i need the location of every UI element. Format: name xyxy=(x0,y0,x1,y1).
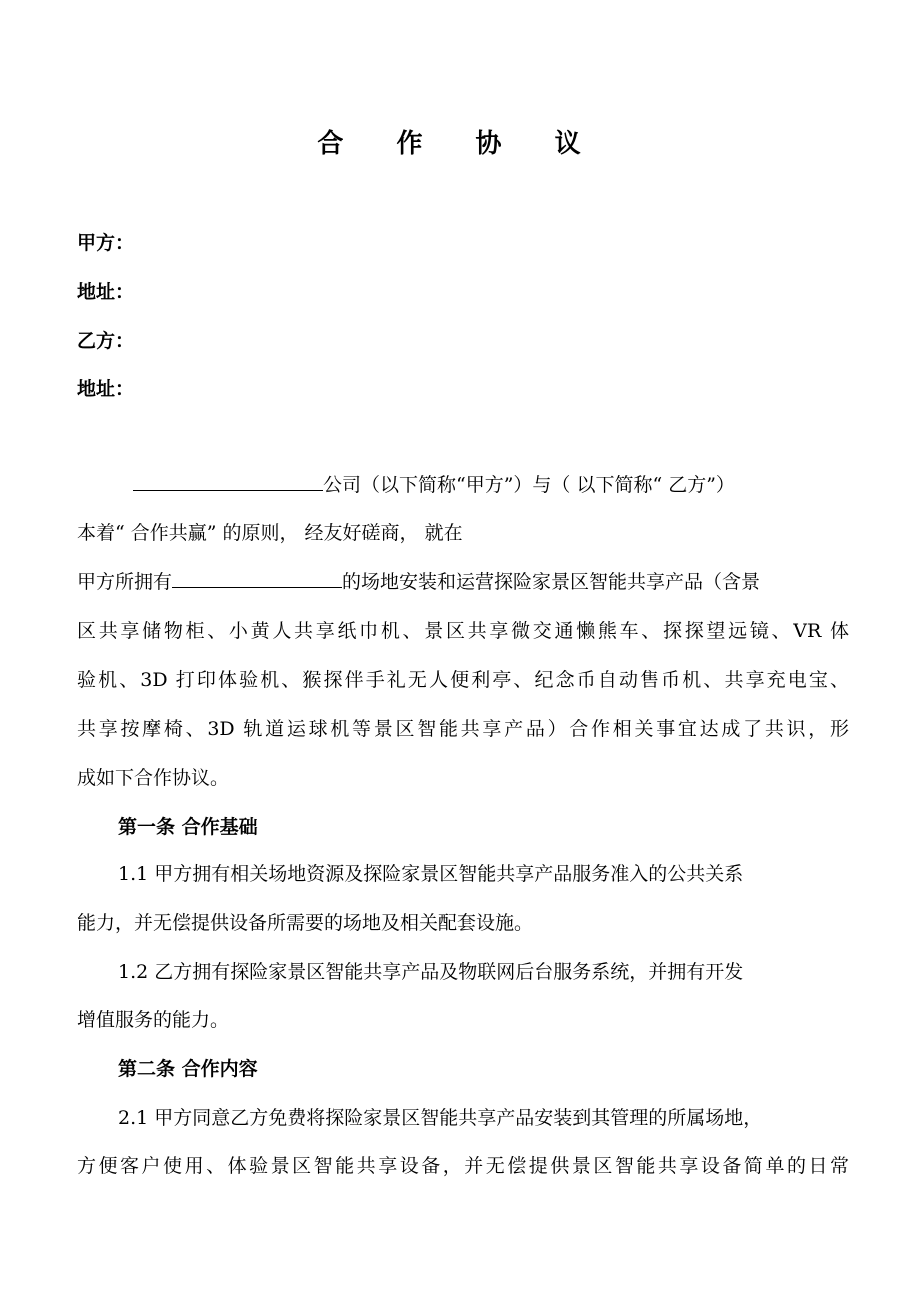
page-title: 合 作 协 议 xyxy=(317,129,603,159)
intro-line-4: 区共享储物柜、小黄人共享纸巾机、景区共享微交通懒熊车、探探望远镜、VR 体 xyxy=(77,620,849,642)
article-1-1-line-1: 1.1 甲方拥有相关场地资源及探险家景区智能共享产品服务准入的公共关系 xyxy=(118,863,744,885)
intro-line-7: 成如下合作协议。 xyxy=(77,767,230,789)
article-1-heading: 第一条 合作基础 xyxy=(118,816,258,838)
article-2-1-line-1: 2.1 甲方同意乙方免费将探险家景区智能共享产品安装到其管理的所属场地， xyxy=(118,1107,763,1129)
intro-line-2: 本着“ 合作共赢” 的原则， 经友好磋商， 就在 xyxy=(77,522,463,544)
intro-line-6: 共享按摩椅、3D 轨道运球机等景区智能共享产品）合作相关事宜达成了共识，形 xyxy=(77,718,849,740)
party-b-label: 乙方： xyxy=(77,330,135,352)
venue-name-blank[interactable] xyxy=(172,567,342,588)
intro-line-3 xyxy=(77,567,857,596)
article-2-1-line-2: 方便客户使用、体验景区智能共享设备，并无偿提供景区智能共享设备简单的日常 xyxy=(77,1155,849,1177)
article-2-heading: 第二条 合作内容 xyxy=(118,1058,258,1080)
party-a-address-label: 地址： xyxy=(77,281,135,303)
party-b-address-label: 地址： xyxy=(77,378,135,400)
party-a-label: 甲方： xyxy=(77,232,135,254)
intro-line-1-text: 公司（以下简称“甲方”）与（ 以下简称“ 乙方”） xyxy=(323,474,735,496)
article-1-2-line-2: 增值服务的能力。 xyxy=(77,1009,230,1031)
article-1-2-line-1: 1.2 乙方拥有探险家景区智能共享产品及物联网后台服务系统，并拥有开发 xyxy=(118,961,744,983)
intro-line-5: 验机、3D 打印体验机、猴探伴手礼无人便利亭、纪念币自动售币机、共享充电宝、 xyxy=(77,669,849,691)
article-1-1-line-2: 能力，并无偿提供设备所需要的场地及相关配套设施。 xyxy=(77,912,534,934)
company-name-blank[interactable] xyxy=(133,470,323,491)
intro-line-3-suffix: 的场地安装和运营探险家景区智能共享产品（含景 xyxy=(342,571,761,593)
intro-line-3-prefix: 甲方所拥有 xyxy=(77,571,173,593)
intro-line-1 xyxy=(133,470,913,499)
